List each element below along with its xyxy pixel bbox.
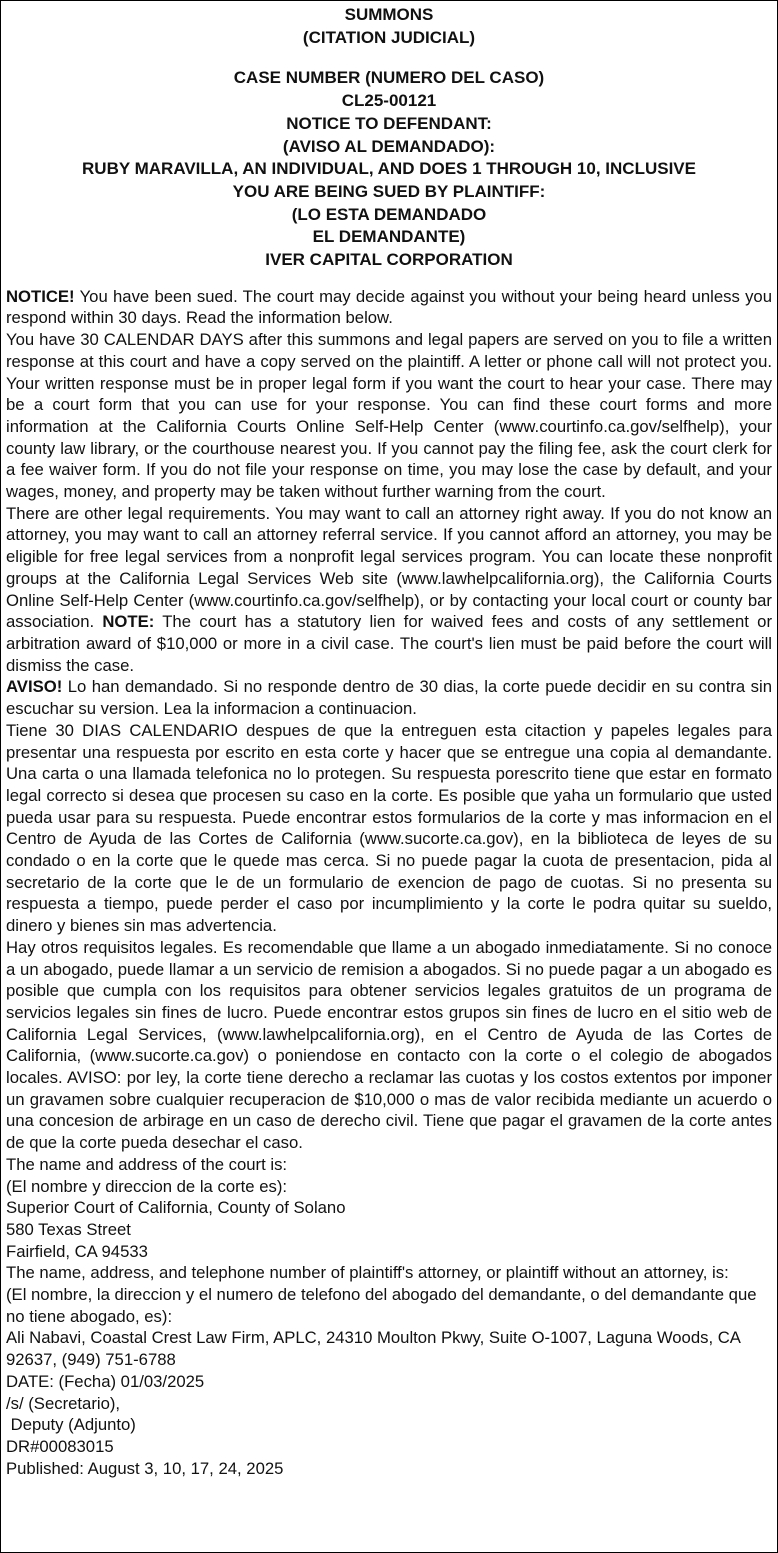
notice-text: You have been sued. The court may decide against you without your being heard unless you respond within 30 days. Read the information below. xyxy=(6,286,772,328)
spanish-aviso-paragraph xyxy=(6,676,772,719)
aviso-label: AVISO! xyxy=(6,677,63,697)
notice-to-defendant: NOTICE TO DEFENDANT: xyxy=(286,113,492,133)
court-label-es: (El nombre y direccion de la corte es): xyxy=(6,1176,288,1196)
court-city: Fairfield, CA 94533 xyxy=(6,1241,148,1261)
summons-subtitle: (CITATION JUDICIAL) xyxy=(302,27,476,47)
published-dates: Published: August 3, 10, 17, 24, 2025 xyxy=(6,1458,284,1478)
court-street: 580 Texas Street xyxy=(6,1219,131,1239)
attorney-label-es: (El nombre, la direccion y el numero de telefono del abogado del demandante, o del demandante que no tiene abogado, es): xyxy=(6,1285,757,1326)
defendant-name: RUBY MARAVILLA, AN INDIVIDUAL, AND DOES 1 THROUGH 10, INCLUSIVE xyxy=(82,159,696,179)
summons-title: SUMMONS xyxy=(344,5,434,24)
court-name: Superior Court of California, County of Solano xyxy=(6,1198,346,1218)
deputy-line: Deputy (Adjunto) xyxy=(6,1415,136,1435)
attorney-details: Ali Nabavi, Coastal Crest Law Firm, APLC, 24310 Moulton Pkwy, Suite O-1007, Laguna Woods, CA 92637, (949) 751-6788 xyxy=(6,1328,740,1370)
attorney-label: The name, address, and telephone number of plaintiff's attorney, or plaintiff without an attorney, is: xyxy=(6,1263,729,1283)
dr-number: DR#00083015 xyxy=(6,1437,114,1456)
note-label: NOTE: xyxy=(102,612,155,632)
aviso-text: Lo han demandado. Si no responde dentro de 30 dias, la corte puede decidir en su contra sin escuchar su version. Lea la informacion a continuacion. xyxy=(6,677,772,719)
plaintiff-name: IVER CAPITAL CORPORATION xyxy=(265,250,513,270)
header-block xyxy=(6,4,772,272)
case-number-label: CASE NUMBER (NUMERO DEL CASO) xyxy=(233,68,545,88)
aviso-al-demandado: (AVISO AL DEMANDADO): xyxy=(282,136,496,156)
clerk-signature: /s/ (Secretario), xyxy=(6,1393,121,1413)
english-paragraph-3-text: There are other legal requirements. You may want to call an attorney right away. If you do not know an attorney, you may want to call an attorney referral service. If you cannot afford an attorney, you may be eligible for free legal services from a nonprofit legal services program. You can locate these nonprofit groups at the California Legal Services Web site (www.lawhelpcalifornia.org), the California Courts Online Self-Help Center (www.courtinfo.ca.gov/selfhelp), or by contacting your local court or county bar association. xyxy=(6,503,772,632)
notice-label: NOTICE! xyxy=(6,286,75,306)
case-number: CL25-00121 xyxy=(341,91,437,111)
sued-by-label: YOU ARE BEING SUED BY PLAINTIFF: xyxy=(232,181,546,201)
spanish-paragraph-2: Tiene 30 DIAS CALENDARIO despues de que la entreguen esta citaction y papeles legales para presentar una respuesta por escrito en esta corte y hacer que se entregue una copia al demandante. Una carta o una llamada telefonica no lo protegen. Su respuesta porescrito tiene que estar en formato legal correcto si desea que procesen su caso en la corte. Es posible que yaha un formulario que usted pueda usar para su respuesta. Puede encontrar estos formularios de la corte y mas informacion en el Centro de Ayuda de las Cortes de California (www.sucorte.ca.gov), en la biblioteca de leyes de su condado o en la corte que le quede mas cerca. Si no puede pagar la cuota de presentacion, pida al secretario de la corte que le de un formulario de exencion de pago de cuotas. Si no presenta su respuesta a tiempo, puede perder el caso por incumplimiento y la corte le podra quitar su sueldo, dinero y bienes sin mas advertencia. xyxy=(6,720,772,936)
english-paragraph-2: You have 30 CALENDAR DAYS after this summons and legal papers are served on you to file a written response at this court and have a copy served on the plaintiff. A letter or phone call will not protect you. Your written response must be in proper legal form if you want the court to hear your case. There may be a court form that you can use for your response. You can find these court forms and more information at the California Courts Online Self-Help Center (www.courtinfo.ca.gov/selfhelp), your county law library, or the courthouse nearest you. If you cannot pay the filing fee, ask the court clerk for a fee waiver form. If you do not file your response on time, you may lose the case by default, and your wages, money, and property may be taken without further warning from the court. xyxy=(6,330,772,502)
english-paragraph-3 xyxy=(6,503,772,677)
note-text: The court has a statutory lien for waived fees and costs of any settlement or arbitration award of $10,000 or more in a civil case. The court's lien must be paid before the court will dismiss the case. xyxy=(6,612,773,675)
spanish-paragraph-3: Hay otros requisitos legales. Es recomendable que llame a un abogado inmediatamente. Si no conoce a un abogado, puede llamar a un servicio de remision a abogados. Si no puede pagar a un abogado es posible que cumpla con los requisitos para obtener servicios legales gratuitos de un programa de servicios legales sin fines de lucro. Puede encontrar estos grupos sin fines de lucro en el sitio web de California Legal Services, (www.lawhelpcalifornia.org), en el Centro de Ayuda de las Cortes de California, (www.sucorte.ca.gov) o poniendose en contacto con la corte o el colegio de abogados locales. AVISO: por ley, la corte tiene derecho a reclamar las cuotas y los costos extentos por imponer un gravamen sobre cualquier recuperacion de $10,000 o mas de valor recibida mediante un acuerdo o una concesion de arbirage en un caso de derecho civil. Tiene que pagar el gravamen de la corte antes de que la corte pueda desechar el caso. xyxy=(6,937,772,1153)
lo-esta-demandado: (LO ESTA DEMANDADO xyxy=(291,204,487,224)
filing-date: DATE: (Fecha) 01/03/2025 xyxy=(6,1371,205,1391)
notice-body xyxy=(6,286,772,1480)
el-demandante: EL DEMANDANTE) xyxy=(312,227,466,247)
english-notice-paragraph xyxy=(6,286,772,329)
court-label: The name and address of the court is: xyxy=(6,1154,288,1174)
